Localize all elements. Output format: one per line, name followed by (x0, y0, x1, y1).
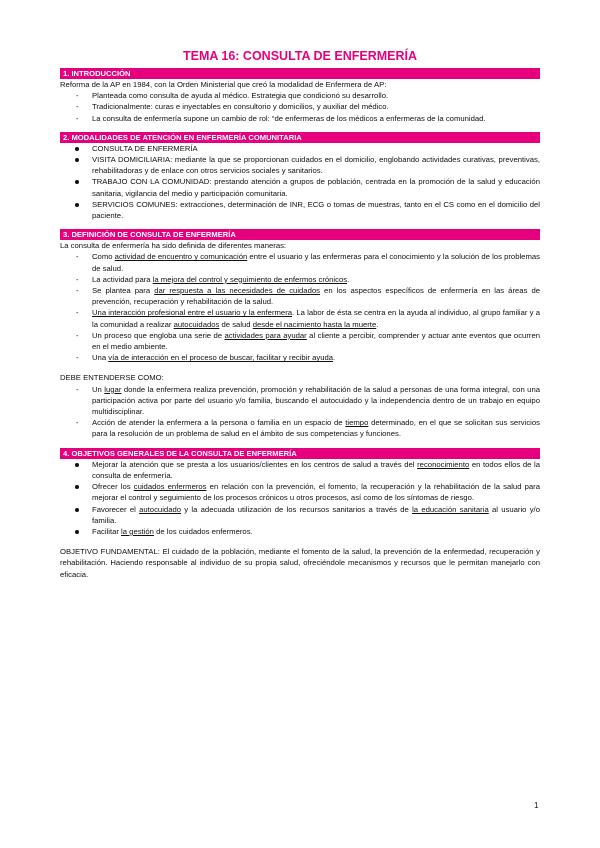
list-item: - Una interacción profesional entre el usuario y la enfermera. La labor de ésta se centra en la ayuda al individuo, al grupo familiar y a la comunidad a realizar autocuidados de salud desde el nacimiento hasta la muerte. (60, 307, 540, 329)
section-definicion (60, 229, 540, 439)
section-heading: 3. DEFINICIÓN DE CONSULTA DE ENFERMERÍA (60, 229, 540, 240)
section-intro: Reforma de la AP en 1984, con la Orden Ministerial que creó la modalidad de Enfermera de AP: (60, 80, 387, 89)
section-objetivos (60, 448, 540, 580)
section-intro: La consulta de enfermería ha sido definida de diferentes maneras: (60, 241, 287, 251)
section-heading: 1. INTRODUCCIÓN (60, 68, 540, 79)
document-title: TEMA 16: CONSULTA DE ENFERMERÍA (182, 49, 418, 63)
list-item: - Planteada como consulta de ayuda al médico. Estrategia que condicionó su desarrollo. (60, 90, 540, 101)
list-item: VISITA DOMICILIARIA: mediante la que se proporcionan cuidados en el domicilio, englobando actividades curativas, preventivas, rehabilitadoras y de enlace con otros servicios sociales y sanitarios. (60, 154, 540, 176)
list-item: SERVICIOS COMUNES: extracciones, determinación de INR, ECG o tomas de muestras, tanto en el CS como en el domicilio del paciente. (60, 199, 540, 221)
list-item: TRABAJO CON LA COMUNIDAD: prestando atención a grupos de población, centrada en la promoción de la salud y educación sanitaria, vigilancia del medio y participación comunitaria. (60, 176, 540, 198)
document-page (60, 48, 540, 588)
list-item: CONSULTA DE ENFERMERÍA (60, 143, 540, 154)
list-item: Favorecer el autocuidado y la adecuada utilización de los recursos sanitarios a través de la educación sanitaria al usuario y/o familia. (60, 504, 540, 526)
page-number: 1 (534, 801, 539, 810)
list-item: - Se plantea para dar respuesta a las necesidades de cuidados en los aspectos específicos de enfermería en las áreas de prevención, recuperación y rehabilitación de la salud. (60, 285, 540, 307)
dash-list (60, 384, 540, 440)
section-heading: 2. MODALIDADES DE ATENCIÓN EN ENFERMERÍA COMUNITARIA (60, 132, 540, 143)
list-item: - Un lugar donde la enfermera realiza prevención, promoción y rehabilitación de la salud a personas de una forma integral, con una participación activa por parte del usuario y/o familia, buscando el autocuidado y la independencia dentro de un trabajo en equipo multidisciplinar. (60, 384, 540, 418)
list-item: Ofrecer los cuidados enfermeros en relación con la prevención, el fomento, la recuperación y la rehabilitación de la salud para mejorar el control y seguimiento de los procesos crónicos u otros procesos, así como de los síntomas de riesgo. (60, 481, 540, 503)
list-item: - Acción de atender la enfermera a la persona o familia en un espacio de tiempo determinado, en el que se solicitan sus servicios para la resolución de un problema de salud en el ámbito de sus competencias y funciones. (60, 417, 540, 439)
bullet-list (60, 143, 540, 221)
list-item: Facilitar la gestión de los cuidados enfermeros. (60, 526, 540, 537)
section-modalidades (60, 132, 540, 221)
dash-list (60, 90, 540, 124)
objetivo-fundamental: OBJETIVO FUNDAMENTAL: El cuidado de la población, mediante el fomento de la salud, la prevención de la enfermedad, recuperación y rehabilitación. Haciendo responsable al individuo de su propia salud, ofreciéndole mecanismos y recursos que le permitan manejarlo con eficacia. (60, 547, 540, 579)
list-item: Mejorar la atención que se presta a los usuarios/clientes en los centros de salud a través del reconocimiento en todos ellos de la consulta de enfermería. (60, 459, 540, 481)
list-item: - Tradicionalmente: curas e inyectables en consultorio y domicilios, y auxiliar del médico. (60, 101, 540, 112)
section-introduccion (60, 68, 540, 124)
subheading: DEBE ENTENDERSE COMO: (60, 373, 164, 383)
list-item: - Como actividad de encuentro y comunicación entre el usuario y las enfermeras para el conocimiento y la solución de los problemas de salud. (60, 251, 540, 273)
dash-list (60, 251, 540, 363)
list-item: - Un proceso que engloba una serie de actividades para ayudar al cliente a percibir, comprender y actuar ante eventos que ocurren en el medio ambiente. (60, 330, 540, 352)
section-heading: 4. OBJETIVOS GENERALES DE LA CONSULTA DE ENFERMERÍA (60, 448, 540, 459)
list-item: - La actividad para la mejora del control y seguimiento de enfermos crónicos. (60, 274, 540, 285)
list-item: - La consulta de enfermería supone un cambio de rol: “de enfermeras de los médicos a enfermeras de la comunidad. (60, 113, 540, 124)
bullet-list (60, 459, 540, 537)
list-item: - Una vía de interacción en el proceso de buscar, facilitar y recibir ayuda. (60, 352, 540, 363)
